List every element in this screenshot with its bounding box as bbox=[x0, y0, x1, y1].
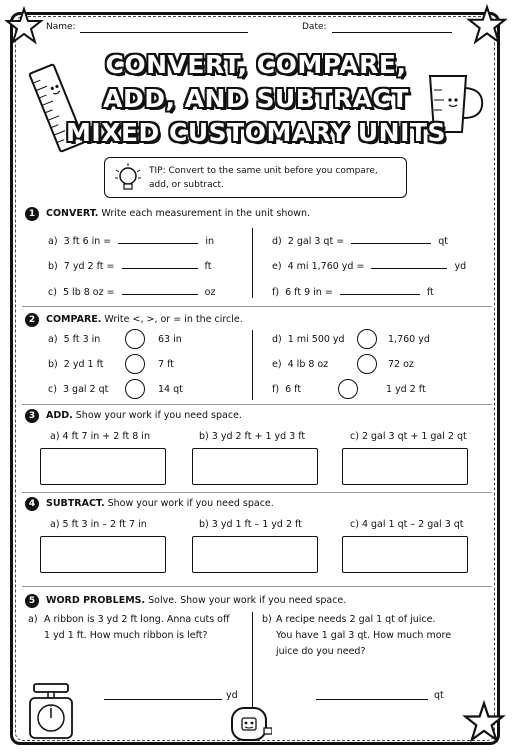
section-2-heading: COMPARE. Write <, >, or = in the circle. bbox=[46, 314, 243, 325]
section-divider bbox=[22, 404, 492, 405]
compare-rhs-b: 7 ft bbox=[158, 359, 174, 370]
compare-circle-f[interactable] bbox=[338, 379, 358, 399]
add-problem-a: a) 4 ft 7 in + 2 ft 8 in bbox=[50, 431, 150, 442]
tip-box bbox=[104, 157, 407, 198]
word-problem-b-letter: b) bbox=[262, 614, 272, 625]
compare-rhs-a: 63 in bbox=[158, 334, 182, 345]
section-4-number: 4 bbox=[25, 497, 39, 511]
answer-line[interactable] bbox=[371, 259, 447, 269]
section-divider bbox=[22, 586, 492, 587]
compare-item-a: a) 5 ft 3 in bbox=[48, 334, 101, 345]
answer-line[interactable] bbox=[340, 285, 420, 295]
convert-item-c: c) 5 lb 8 oz = oz bbox=[48, 287, 216, 298]
word-problem-a-letter: a) bbox=[28, 614, 38, 625]
star-icon bbox=[4, 6, 44, 46]
section-2-number: 2 bbox=[25, 313, 39, 327]
convert-item-e: e) 4 mi 1,760 yd = yd bbox=[272, 261, 467, 272]
scale-icon bbox=[26, 682, 76, 740]
star-icon bbox=[462, 700, 506, 744]
add-answer-box-c[interactable] bbox=[342, 448, 468, 485]
column-divider bbox=[252, 228, 253, 298]
convert-item-b: b) 7 yd 2 ft = ft bbox=[48, 261, 212, 272]
answer-line[interactable] bbox=[122, 285, 198, 295]
word-unit-a: yd bbox=[226, 690, 238, 701]
answer-line[interactable] bbox=[122, 259, 198, 269]
section-5-heading: WORD PROBLEMS. Solve. Show your work if you need space. bbox=[46, 595, 347, 606]
compare-item-d: d) 1 mi 500 yd bbox=[272, 334, 345, 345]
section-1-number: 1 bbox=[25, 207, 39, 221]
star-icon bbox=[466, 4, 508, 46]
compare-item-c: c) 3 gal 2 qt bbox=[48, 384, 109, 395]
subtract-problem-a: a) 5 ft 3 in – 2 ft 7 in bbox=[50, 519, 147, 530]
date-label: Date: bbox=[302, 22, 327, 32]
section-divider bbox=[22, 492, 492, 493]
word-problem-b: A recipe needs 2 gal 1 qt of juice. You have 1 gal 3 qt. How much more juice do you need? bbox=[276, 614, 452, 657]
compare-rhs-c: 14 qt bbox=[158, 384, 183, 395]
lightbulb-icon bbox=[113, 162, 143, 194]
word-problem-a: A ribbon is 3 yd 2 ft long. Anna cuts off 1 yd 1 ft. How much ribbon is left? bbox=[44, 614, 230, 641]
compare-item-e: e) 4 lb 8 oz bbox=[272, 359, 329, 370]
tape-measure-icon bbox=[228, 704, 272, 744]
word-answer-line-a[interactable] bbox=[104, 699, 222, 700]
compare-circle-c[interactable] bbox=[125, 379, 145, 399]
title-line-2: ADD, AND SUBTRACT bbox=[103, 84, 409, 113]
add-answer-box-a[interactable] bbox=[40, 448, 166, 485]
subtract-problem-c: c) 4 gal 1 qt – 2 gal 3 qt bbox=[350, 519, 464, 530]
compare-rhs-e: 72 oz bbox=[388, 359, 414, 370]
convert-item-d: d) 2 gal 3 qt = qt bbox=[272, 236, 448, 247]
compare-item-f: f) 6 ft bbox=[272, 384, 302, 395]
title-line-3: MIXED CUSTOMARY UNITS bbox=[66, 118, 446, 147]
word-unit-b: qt bbox=[434, 690, 444, 701]
subtract-answer-box-a[interactable] bbox=[40, 536, 166, 573]
tip-label: TIP: bbox=[149, 166, 166, 176]
name-label: Name: bbox=[46, 22, 76, 32]
section-3-heading: ADD. Show your work if you need space. bbox=[46, 410, 242, 421]
answer-line[interactable] bbox=[118, 234, 198, 244]
compare-rhs-d: 1,760 yd bbox=[388, 334, 430, 345]
answer-line[interactable] bbox=[351, 234, 431, 244]
column-divider bbox=[252, 330, 253, 400]
compare-circle-d[interactable] bbox=[357, 329, 377, 349]
name-field[interactable] bbox=[80, 32, 248, 33]
subtract-problem-b: b) 3 yd 1 ft – 1 yd 2 ft bbox=[199, 519, 302, 530]
add-problem-b: b) 3 yd 2 ft + 1 yd 3 ft bbox=[199, 431, 306, 442]
section-3-number: 3 bbox=[25, 409, 39, 423]
section-5-number: 5 bbox=[25, 594, 39, 608]
tip-body: Convert to the same unit before you compare, add, or subtract. bbox=[149, 166, 378, 190]
date-field[interactable] bbox=[332, 32, 452, 33]
tip-text bbox=[149, 164, 399, 192]
compare-item-b: b) 2 yd 1 ft bbox=[48, 359, 104, 370]
convert-item-f: f) 6 ft 9 in = ft bbox=[272, 287, 434, 298]
title-line-1: CONVERT, COMPARE, bbox=[105, 50, 407, 79]
compare-circle-e[interactable] bbox=[357, 354, 377, 374]
add-answer-box-b[interactable] bbox=[192, 448, 318, 485]
word-answer-line-b[interactable] bbox=[316, 699, 428, 700]
convert-item-a: a) 3 ft 6 in = in bbox=[48, 236, 215, 247]
add-problem-c: c) 2 gal 3 qt + 1 gal 2 qt bbox=[350, 431, 467, 442]
compare-circle-a[interactable] bbox=[125, 329, 145, 349]
section-divider bbox=[22, 306, 492, 307]
subtract-answer-box-b[interactable] bbox=[192, 536, 318, 573]
section-4-heading: SUBTRACT. Show your work if you need space. bbox=[46, 498, 274, 509]
section-1-heading: CONVERT. Write each measurement in the unit shown. bbox=[46, 208, 311, 219]
subtract-answer-box-c[interactable] bbox=[342, 536, 468, 573]
compare-rhs-f: 1 yd 2 ft bbox=[386, 384, 426, 395]
compare-circle-b[interactable] bbox=[125, 354, 145, 374]
